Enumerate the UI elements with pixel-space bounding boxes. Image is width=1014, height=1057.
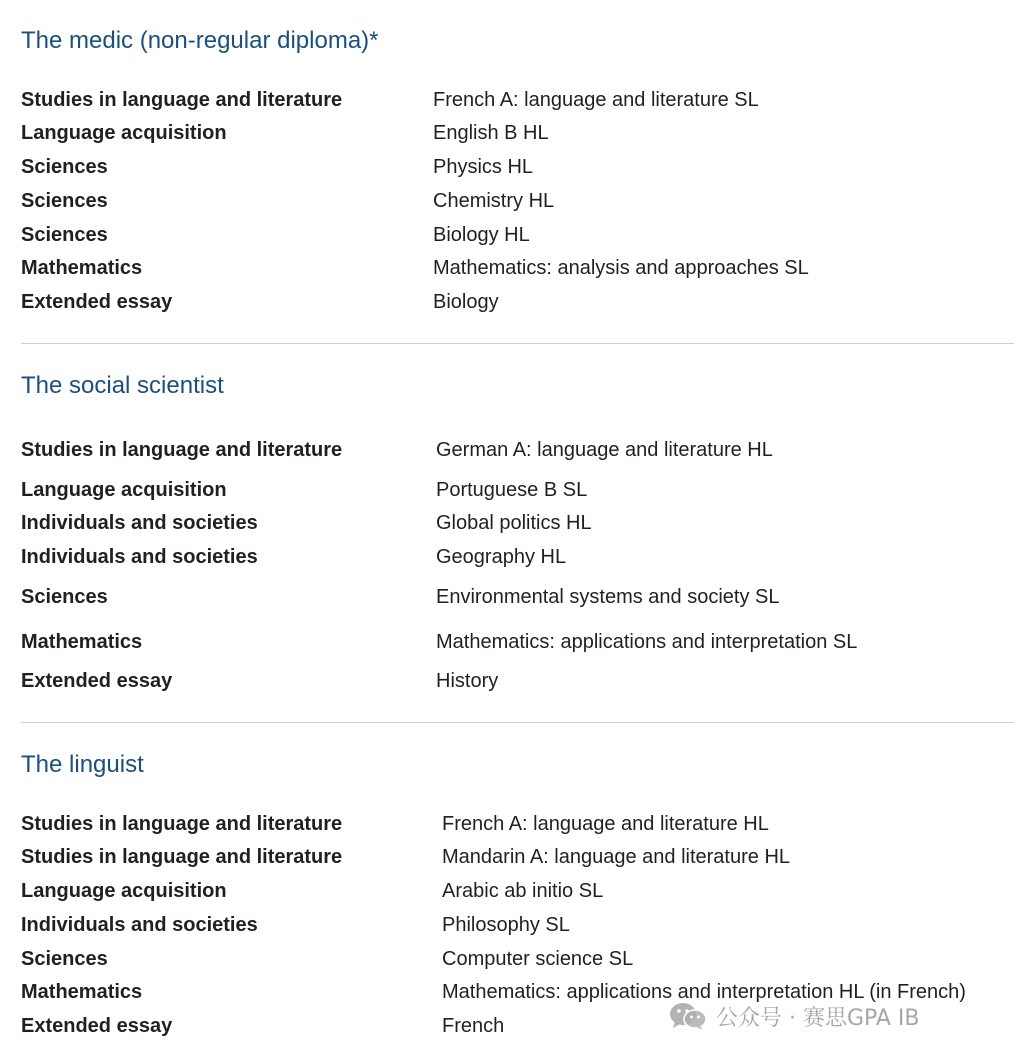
subject-name: Mathematics: analysis and approaches SL [433, 257, 809, 279]
subject-group: Mathematics [21, 981, 143, 1003]
watermark-text: 公众号 · 赛思GPA IB [716, 1005, 920, 1031]
subject-name: German A: language and literature HL [436, 439, 773, 461]
subject-group: Extended essay [21, 1015, 173, 1037]
subject-group: Mathematics [21, 257, 143, 279]
subject-group: Studies in language and literature [21, 89, 343, 111]
subject-name: Biology HL [433, 224, 530, 246]
subject-name: Philosophy SL [442, 914, 570, 936]
section-title: The medic (non-regular diploma)* [21, 27, 379, 54]
subject-group: Individuals and societies [21, 546, 258, 568]
subject-name: French [442, 1015, 505, 1037]
subject-group: Language acquisition [21, 122, 227, 144]
subject-group: Individuals and societies [21, 512, 258, 534]
subject-name: French A: language and literature SL [433, 89, 759, 111]
list-item [21, 222, 1014, 248]
subject-group: Sciences [21, 586, 108, 608]
list-item [21, 912, 1014, 938]
list-item [21, 510, 1014, 536]
list-item [21, 154, 1014, 180]
list-item [21, 437, 1014, 463]
subject-group: Studies in language and literature [21, 813, 343, 835]
subject-name: History [436, 670, 499, 692]
list-item [21, 120, 1014, 146]
subject-name: Biology [433, 291, 499, 313]
subject-name: Physics HL [433, 156, 534, 178]
list-item [21, 946, 1014, 972]
subject-group: Sciences [21, 156, 108, 178]
subject-name: English B HL [433, 122, 549, 144]
list-item [21, 584, 1014, 610]
subject-name: Arabic ab initio SL [442, 880, 604, 902]
section-title: The social scientist [21, 372, 224, 399]
subject-group: Sciences [21, 190, 108, 212]
list-item [21, 811, 1014, 837]
subject-name: Portuguese B SL [436, 479, 588, 501]
subject-group: Sciences [21, 948, 108, 970]
subject-name: Mandarin A: language and literature HL [442, 846, 791, 868]
list-item [21, 477, 1014, 503]
watermark [668, 1000, 920, 1032]
subject-name: Chemistry HL [433, 190, 555, 212]
list-item [21, 289, 1014, 315]
list-item [21, 629, 1014, 655]
subject-name: Environmental systems and society SL [436, 586, 780, 608]
subject-group: Language acquisition [21, 880, 227, 902]
subject-group: Extended essay [21, 291, 173, 313]
subject-group: Individuals and societies [21, 914, 258, 936]
list-item [21, 87, 1014, 113]
wechat-icon [668, 1001, 708, 1031]
list-item [21, 544, 1014, 570]
subject-group: Language acquisition [21, 479, 227, 501]
subject-name: Global politics HL [436, 512, 592, 534]
subject-name: Mathematics: applications and interpretation HL (in French) [442, 981, 966, 1003]
subject-group: Extended essay [21, 670, 173, 692]
list-item [21, 668, 1014, 694]
subject-name: Geography HL [436, 546, 567, 568]
subject-name: French A: language and literature HL [442, 813, 769, 835]
list-item [21, 188, 1014, 214]
subject-group: Sciences [21, 224, 108, 246]
section-divider [21, 343, 1014, 344]
subject-group: Studies in language and literature [21, 439, 343, 461]
subject-name: Mathematics: applications and interpretation SL [436, 631, 858, 653]
section-title: The linguist [21, 751, 144, 778]
list-item [21, 878, 1014, 904]
subject-group: Studies in language and literature [21, 846, 343, 868]
subject-name: Computer science SL [442, 948, 634, 970]
list-item [21, 844, 1014, 870]
section-divider [21, 722, 1014, 723]
subject-group: Mathematics [21, 631, 143, 653]
list-item [21, 255, 1014, 281]
